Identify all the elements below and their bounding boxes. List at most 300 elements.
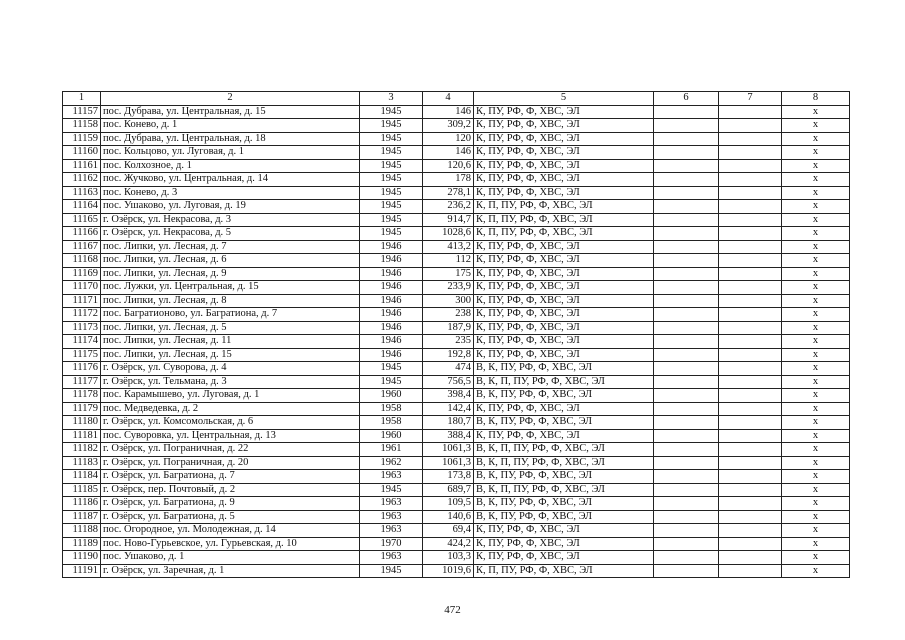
cell-area: 300 (423, 294, 474, 308)
cell-year: 1963 (360, 497, 423, 511)
cell-address: пос. Жучково, ул. Центральная, д. 14 (101, 173, 360, 187)
cell-area: 120,6 (423, 159, 474, 173)
cell-area: 388,4 (423, 429, 474, 443)
cell-col-6 (654, 254, 719, 268)
cell-col-7 (719, 254, 782, 268)
cell-year: 1961 (360, 443, 423, 457)
table-row (63, 564, 850, 578)
cell-col-7 (719, 294, 782, 308)
cell-col-6 (654, 105, 719, 119)
cell-row-number: 11181 (63, 429, 101, 443)
cell-col-6 (654, 497, 719, 511)
cell-col-8: х (782, 213, 850, 227)
cell-address: пос. Ушаково, ул. Луговая, д. 19 (101, 200, 360, 214)
cell-address: г. Озёрск, ул. Тельмана, д. 3 (101, 375, 360, 389)
cell-row-number: 11190 (63, 551, 101, 565)
cell-col-8: х (782, 308, 850, 322)
cell-address: пос. Липки, ул. Лесная, д. 7 (101, 240, 360, 254)
cell-address: пос. Липки, ул. Лесная, д. 11 (101, 335, 360, 349)
table-row (63, 348, 850, 362)
cell-col-6 (654, 200, 719, 214)
header-cell-3: 3 (360, 92, 423, 106)
table-row (63, 537, 850, 551)
cell-col-8: х (782, 537, 850, 551)
cell-col-6 (654, 483, 719, 497)
cell-utilities: К, ПУ, РФ, Ф, ХВС, ЭЛ (474, 281, 654, 295)
cell-col-8: х (782, 132, 850, 146)
table-row (63, 119, 850, 133)
cell-area: 756,5 (423, 375, 474, 389)
cell-utilities: В, К, ПУ, РФ, Ф, ХВС, ЭЛ (474, 389, 654, 403)
cell-row-number: 11185 (63, 483, 101, 497)
cell-col-6 (654, 389, 719, 403)
cell-col-6 (654, 443, 719, 457)
cell-area: 236,2 (423, 200, 474, 214)
cell-utilities: К, ПУ, РФ, Ф, ХВС, ЭЛ (474, 186, 654, 200)
cell-address: пос. Кольцово, ул. Луговая, д. 1 (101, 146, 360, 160)
cell-address: пос. Суворовка, ул. Центральная, д. 13 (101, 429, 360, 443)
cell-col-7 (719, 389, 782, 403)
cell-col-8: х (782, 483, 850, 497)
cell-utilities: К, ПУ, РФ, Ф, ХВС, ЭЛ (474, 267, 654, 281)
cell-col-8: х (782, 348, 850, 362)
cell-address: пос. Медведевка, д. 2 (101, 402, 360, 416)
table-row (63, 470, 850, 484)
cell-col-7 (719, 240, 782, 254)
table-row (63, 524, 850, 538)
cell-row-number: 11167 (63, 240, 101, 254)
cell-utilities: К, ПУ, РФ, Ф, ХВС, ЭЛ (474, 173, 654, 187)
cell-utilities: В, К, П, ПУ, РФ, Ф, ХВС, ЭЛ (474, 483, 654, 497)
cell-utilities: К, ПУ, РФ, Ф, ХВС, ЭЛ (474, 240, 654, 254)
cell-year: 1945 (360, 213, 423, 227)
cell-area: 178 (423, 173, 474, 187)
table-row (63, 335, 850, 349)
cell-col-8: х (782, 254, 850, 268)
cell-utilities: В, К, П, ПУ, РФ, Ф, ХВС, ЭЛ (474, 375, 654, 389)
header-cell-8: 8 (782, 92, 850, 106)
table-row (63, 429, 850, 443)
cell-col-8: х (782, 524, 850, 538)
cell-row-number: 11174 (63, 335, 101, 349)
cell-area: 140,6 (423, 510, 474, 524)
table-row (63, 551, 850, 565)
cell-area: 109,5 (423, 497, 474, 511)
cell-col-8: х (782, 240, 850, 254)
cell-area: 413,2 (423, 240, 474, 254)
cell-col-8: х (782, 402, 850, 416)
cell-area: 235 (423, 335, 474, 349)
table-row (63, 362, 850, 376)
cell-year: 1945 (360, 146, 423, 160)
cell-col-8: х (782, 105, 850, 119)
cell-year: 1946 (360, 267, 423, 281)
cell-year: 1945 (360, 159, 423, 173)
cell-col-8: х (782, 321, 850, 335)
cell-row-number: 11191 (63, 564, 101, 578)
cell-col-8: х (782, 281, 850, 295)
cell-year: 1946 (360, 335, 423, 349)
cell-col-8: х (782, 200, 850, 214)
table-row (63, 497, 850, 511)
cell-col-6 (654, 132, 719, 146)
cell-utilities: К, ПУ, РФ, Ф, ХВС, ЭЛ (474, 105, 654, 119)
cell-utilities: В, К, ПУ, РФ, Ф, ХВС, ЭЛ (474, 510, 654, 524)
cell-col-6 (654, 537, 719, 551)
cell-col-7 (719, 173, 782, 187)
cell-col-7 (719, 537, 782, 551)
cell-row-number: 11172 (63, 308, 101, 322)
cell-address: пос. Лужки, ул. Центральная, д. 15 (101, 281, 360, 295)
cell-col-7 (719, 267, 782, 281)
cell-year: 1946 (360, 321, 423, 335)
cell-area: 914,7 (423, 213, 474, 227)
cell-area: 398,4 (423, 389, 474, 403)
cell-year: 1946 (360, 240, 423, 254)
cell-col-8: х (782, 497, 850, 511)
cell-col-8: х (782, 294, 850, 308)
cell-year: 1946 (360, 281, 423, 295)
cell-col-6 (654, 375, 719, 389)
cell-area: 180,7 (423, 416, 474, 430)
cell-year: 1945 (360, 564, 423, 578)
cell-row-number: 11188 (63, 524, 101, 538)
cell-col-6 (654, 308, 719, 322)
cell-year: 1963 (360, 551, 423, 565)
cell-col-6 (654, 456, 719, 470)
table-row (63, 294, 850, 308)
table-row (63, 105, 850, 119)
header-row (63, 92, 850, 106)
cell-col-6 (654, 119, 719, 133)
cell-year: 1945 (360, 119, 423, 133)
cell-address: г. Озёрск, ул. Комсомольская, д. 6 (101, 416, 360, 430)
cell-col-7 (719, 186, 782, 200)
cell-area: 112 (423, 254, 474, 268)
cell-col-7 (719, 146, 782, 160)
cell-area: 173,8 (423, 470, 474, 484)
cell-col-8: х (782, 227, 850, 241)
cell-col-6 (654, 551, 719, 565)
cell-utilities: В, К, ПУ, РФ, Ф, ХВС, ЭЛ (474, 497, 654, 511)
header-cell-6: 6 (654, 92, 719, 106)
cell-col-8: х (782, 389, 850, 403)
cell-utilities: К, ПУ, РФ, Ф, ХВС, ЭЛ (474, 335, 654, 349)
cell-row-number: 11183 (63, 456, 101, 470)
table-row (63, 483, 850, 497)
cell-row-number: 11158 (63, 119, 101, 133)
cell-row-number: 11189 (63, 537, 101, 551)
cell-col-8: х (782, 470, 850, 484)
cell-utilities: К, ПУ, РФ, Ф, ХВС, ЭЛ (474, 159, 654, 173)
cell-col-8: х (782, 173, 850, 187)
cell-year: 1945 (360, 105, 423, 119)
cell-year: 1958 (360, 402, 423, 416)
cell-row-number: 11179 (63, 402, 101, 416)
cell-col-6 (654, 321, 719, 335)
cell-year: 1945 (360, 375, 423, 389)
cell-col-7 (719, 416, 782, 430)
cell-col-8: х (782, 186, 850, 200)
cell-year: 1946 (360, 348, 423, 362)
cell-area: 474 (423, 362, 474, 376)
cell-col-7 (719, 564, 782, 578)
table-row (63, 186, 850, 200)
cell-utilities: В, К, П, ПУ, РФ, Ф, ХВС, ЭЛ (474, 443, 654, 457)
cell-col-6 (654, 159, 719, 173)
cell-address: г. Озёрск, ул. Заречная, д. 1 (101, 564, 360, 578)
cell-address: пос. Конево, д. 3 (101, 186, 360, 200)
cell-col-8: х (782, 119, 850, 133)
header-cell-1: 1 (63, 92, 101, 106)
cell-col-6 (654, 186, 719, 200)
cell-area: 689,7 (423, 483, 474, 497)
cell-address: г. Озёрск, ул. Багратиона, д. 5 (101, 510, 360, 524)
cell-area: 103,3 (423, 551, 474, 565)
cell-address: пос. Липки, ул. Лесная, д. 8 (101, 294, 360, 308)
cell-col-8: х (782, 510, 850, 524)
cell-row-number: 11184 (63, 470, 101, 484)
cell-area: 120 (423, 132, 474, 146)
cell-col-7 (719, 524, 782, 538)
cell-utilities: К, ПУ, РФ, Ф, ХВС, ЭЛ (474, 294, 654, 308)
cell-col-6 (654, 227, 719, 241)
cell-year: 1960 (360, 389, 423, 403)
cell-year: 1946 (360, 294, 423, 308)
cell-year: 1958 (360, 416, 423, 430)
cell-year: 1963 (360, 510, 423, 524)
cell-row-number: 11166 (63, 227, 101, 241)
cell-row-number: 11161 (63, 159, 101, 173)
cell-area: 1028,6 (423, 227, 474, 241)
cell-address: пос. Ново-Гурьевское, ул. Гурьевская, д. 10 (101, 537, 360, 551)
cell-col-6 (654, 564, 719, 578)
cell-col-7 (719, 119, 782, 133)
cell-col-8: х (782, 362, 850, 376)
cell-utilities: К, ПУ, РФ, Ф, ХВС, ЭЛ (474, 132, 654, 146)
cell-year: 1945 (360, 227, 423, 241)
cell-row-number: 11182 (63, 443, 101, 457)
cell-area: 1061,3 (423, 456, 474, 470)
cell-address: пос. Конево, д. 1 (101, 119, 360, 133)
header-cell-2: 2 (101, 92, 360, 106)
cell-area: 238 (423, 308, 474, 322)
cell-row-number: 11165 (63, 213, 101, 227)
cell-address: пос. Липки, ул. Лесная, д. 9 (101, 267, 360, 281)
cell-address: г. Озёрск, ул. Пограничная, д. 22 (101, 443, 360, 457)
cell-utilities: К, П, ПУ, РФ, Ф, ХВС, ЭЛ (474, 227, 654, 241)
cell-col-7 (719, 497, 782, 511)
cell-address: пос. Липки, ул. Лесная, д. 6 (101, 254, 360, 268)
cell-col-6 (654, 146, 719, 160)
header-cell-5: 5 (474, 92, 654, 106)
cell-col-6 (654, 294, 719, 308)
table-row (63, 443, 850, 457)
cell-col-6 (654, 416, 719, 430)
cell-address: пос. Карамышево, ул. Луговая, д. 1 (101, 389, 360, 403)
cell-col-7 (719, 335, 782, 349)
cell-address: пос. Колхозное, д. 1 (101, 159, 360, 173)
cell-row-number: 11159 (63, 132, 101, 146)
cell-year: 1945 (360, 200, 423, 214)
cell-address: г. Озёрск, ул. Пограничная, д. 20 (101, 456, 360, 470)
table-row (63, 200, 850, 214)
table-row (63, 240, 850, 254)
cell-col-8: х (782, 267, 850, 281)
cell-col-7 (719, 227, 782, 241)
cell-col-6 (654, 429, 719, 443)
cell-col-7 (719, 551, 782, 565)
cell-address: г. Озёрск, ул. Некрасова, д. 5 (101, 227, 360, 241)
cell-col-7 (719, 348, 782, 362)
cell-col-7 (719, 213, 782, 227)
cell-address: пос. Ушаково, д. 1 (101, 551, 360, 565)
cell-col-7 (719, 281, 782, 295)
cell-address: г. Озёрск, ул. Багратиона, д. 7 (101, 470, 360, 484)
table-row (63, 416, 850, 430)
cell-area: 1019,6 (423, 564, 474, 578)
cell-utilities: К, ПУ, РФ, Ф, ХВС, ЭЛ (474, 254, 654, 268)
cell-utilities: К, ПУ, РФ, Ф, ХВС, ЭЛ (474, 348, 654, 362)
cell-row-number: 11178 (63, 389, 101, 403)
cell-utilities: К, ПУ, РФ, Ф, ХВС, ЭЛ (474, 537, 654, 551)
table-row (63, 146, 850, 160)
cell-address: г. Озёрск, ул. Суворова, д. 4 (101, 362, 360, 376)
cell-address: пос. Огородное, ул. Молодежная, д. 14 (101, 524, 360, 538)
cell-col-8: х (782, 335, 850, 349)
table-row (63, 281, 850, 295)
cell-utilities: К, ПУ, РФ, Ф, ХВС, ЭЛ (474, 321, 654, 335)
cell-col-7 (719, 105, 782, 119)
cell-col-6 (654, 402, 719, 416)
cell-address: пос. Липки, ул. Лесная, д. 15 (101, 348, 360, 362)
cell-col-8: х (782, 429, 850, 443)
table-row (63, 389, 850, 403)
cell-utilities: В, К, ПУ, РФ, Ф, ХВС, ЭЛ (474, 470, 654, 484)
cell-row-number: 11160 (63, 146, 101, 160)
cell-utilities: К, П, ПУ, РФ, Ф, ХВС, ЭЛ (474, 213, 654, 227)
cell-col-7 (719, 470, 782, 484)
cell-area: 142,4 (423, 402, 474, 416)
cell-year: 1962 (360, 456, 423, 470)
page-number: 472 (444, 604, 461, 616)
cell-col-8: х (782, 551, 850, 565)
table-row (63, 254, 850, 268)
cell-col-6 (654, 267, 719, 281)
header-cell-4: 4 (423, 92, 474, 106)
cell-col-8: х (782, 456, 850, 470)
table-row (63, 308, 850, 322)
cell-col-7 (719, 443, 782, 457)
cell-address: пос. Дубрава, ул. Центральная, д. 18 (101, 132, 360, 146)
table-row (63, 321, 850, 335)
cell-year: 1945 (360, 362, 423, 376)
cell-col-6 (654, 510, 719, 524)
cell-row-number: 11163 (63, 186, 101, 200)
cell-year: 1945 (360, 186, 423, 200)
cell-area: 233,9 (423, 281, 474, 295)
cell-col-7 (719, 308, 782, 322)
cell-col-8: х (782, 159, 850, 173)
cell-area: 175 (423, 267, 474, 281)
cell-col-7 (719, 483, 782, 497)
cell-col-7 (719, 429, 782, 443)
table-row (63, 456, 850, 470)
cell-year: 1970 (360, 537, 423, 551)
cell-col-7 (719, 510, 782, 524)
cell-row-number: 11170 (63, 281, 101, 295)
cell-address: г. Озёрск, ул. Некрасова, д. 3 (101, 213, 360, 227)
cell-row-number: 11186 (63, 497, 101, 511)
cell-year: 1945 (360, 173, 423, 187)
table-row (63, 375, 850, 389)
cell-address: пос. Липки, ул. Лесная, д. 5 (101, 321, 360, 335)
cell-row-number: 11162 (63, 173, 101, 187)
cell-col-6 (654, 348, 719, 362)
cell-row-number: 11171 (63, 294, 101, 308)
cell-col-7 (719, 456, 782, 470)
cell-utilities: К, П, ПУ, РФ, Ф, ХВС, ЭЛ (474, 564, 654, 578)
cell-col-7 (719, 375, 782, 389)
cell-col-7 (719, 159, 782, 173)
cell-row-number: 11173 (63, 321, 101, 335)
cell-utilities: В, К, ПУ, РФ, Ф, ХВС, ЭЛ (474, 362, 654, 376)
cell-area: 309,2 (423, 119, 474, 133)
cell-utilities: В, К, П, ПУ, РФ, Ф, ХВС, ЭЛ (474, 456, 654, 470)
cell-row-number: 11177 (63, 375, 101, 389)
table-row (63, 173, 850, 187)
cell-utilities: К, ПУ, РФ, Ф, ХВС, ЭЛ (474, 308, 654, 322)
cell-address: пос. Дубрава, ул. Центральная, д. 15 (101, 105, 360, 119)
cell-area: 146 (423, 105, 474, 119)
cell-utilities: К, П, ПУ, РФ, Ф, ХВС, ЭЛ (474, 200, 654, 214)
cell-col-8: х (782, 146, 850, 160)
cell-col-6 (654, 213, 719, 227)
header-cell-7: 7 (719, 92, 782, 106)
cell-year: 1963 (360, 470, 423, 484)
cell-year: 1946 (360, 308, 423, 322)
cell-col-6 (654, 240, 719, 254)
table-row (63, 213, 850, 227)
cell-area: 187,9 (423, 321, 474, 335)
cell-row-number: 11157 (63, 105, 101, 119)
cell-area: 146 (423, 146, 474, 160)
cell-col-8: х (782, 564, 850, 578)
table-row (63, 402, 850, 416)
cell-col-7 (719, 402, 782, 416)
cell-col-6 (654, 362, 719, 376)
cell-year: 1963 (360, 524, 423, 538)
cell-col-6 (654, 524, 719, 538)
cell-area: 278,1 (423, 186, 474, 200)
cell-col-7 (719, 132, 782, 146)
cell-row-number: 11187 (63, 510, 101, 524)
cell-area: 424,2 (423, 537, 474, 551)
cell-row-number: 11176 (63, 362, 101, 376)
cell-row-number: 11180 (63, 416, 101, 430)
cell-utilities: В, К, ПУ, РФ, Ф, ХВС, ЭЛ (474, 416, 654, 430)
cell-row-number: 11175 (63, 348, 101, 362)
cell-utilities: К, ПУ, РФ, Ф, ХВС, ЭЛ (474, 146, 654, 160)
cell-utilities: К, ПУ, РФ, Ф, ХВС, ЭЛ (474, 402, 654, 416)
cell-col-6 (654, 281, 719, 295)
cell-col-8: х (782, 416, 850, 430)
cell-area: 69,4 (423, 524, 474, 538)
cell-address: г. Озёрск, пер. Почтовый, д. 2 (101, 483, 360, 497)
cell-col-8: х (782, 443, 850, 457)
cell-utilities: К, ПУ, РФ, Ф, ХВС, ЭЛ (474, 551, 654, 565)
cell-row-number: 11168 (63, 254, 101, 268)
